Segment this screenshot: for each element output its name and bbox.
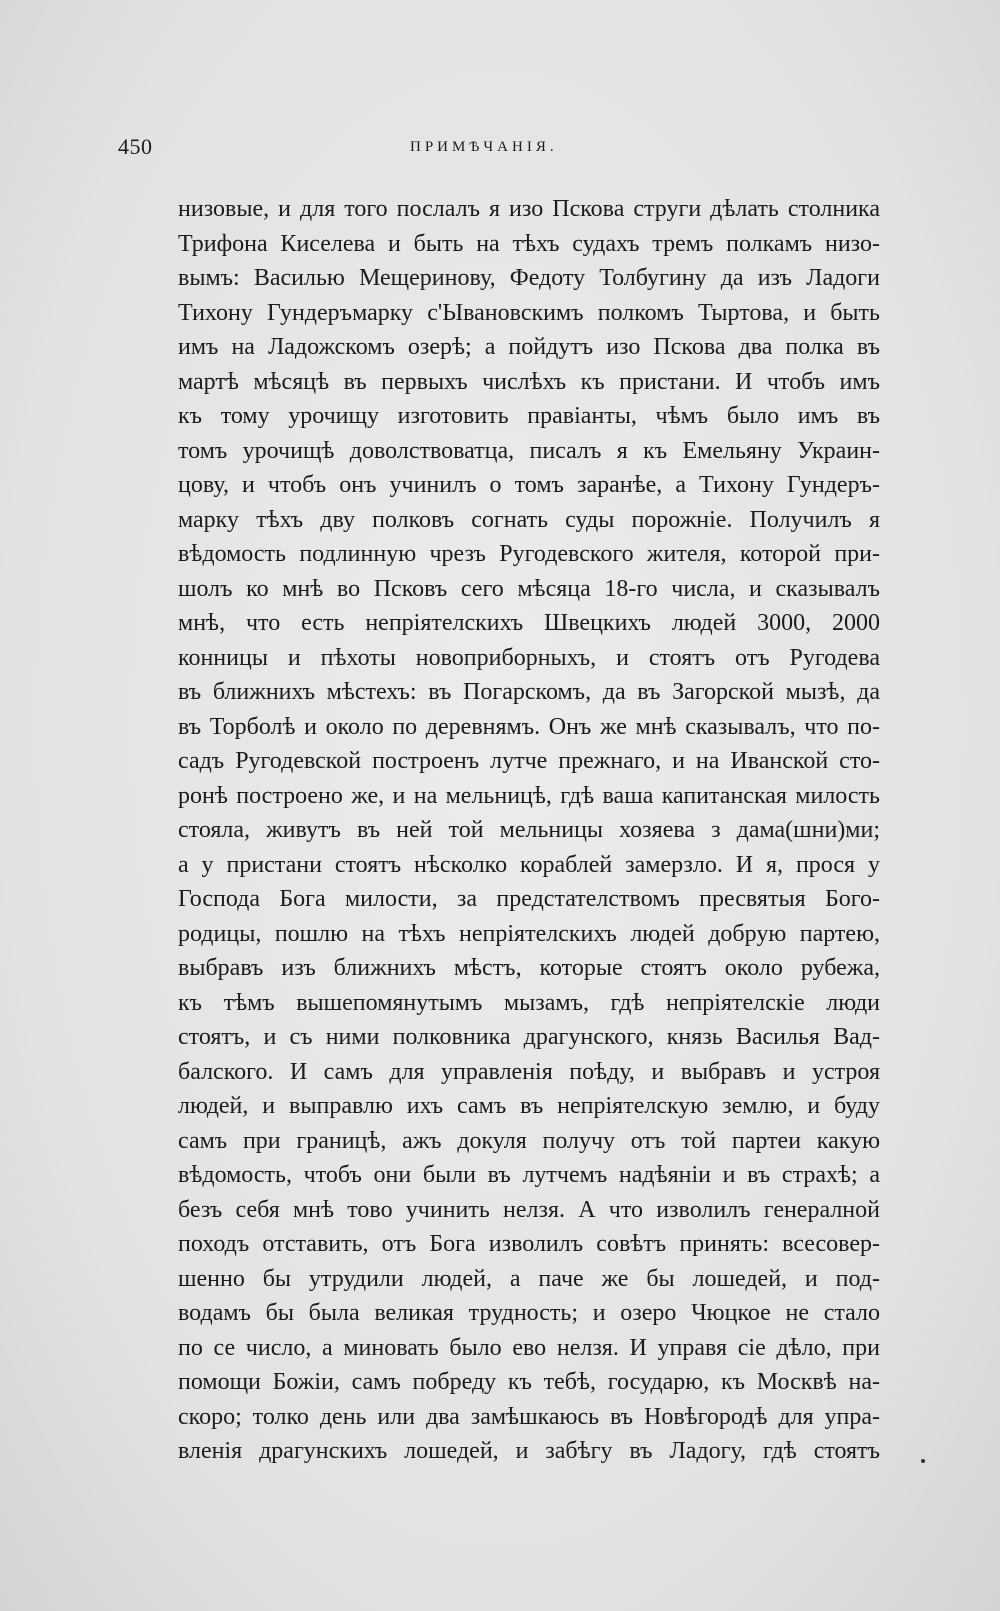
text-line: томъ урочищѣ доволствоватца, писалъ я къ Емельяну Украин- [178, 437, 880, 464]
text-line: низовые, и для того послалъ я изо Пскова струги дѣлать столника [178, 196, 880, 222]
text-line: садъ Ругодевской построенъ лутче прежнаго, и на Иванской сто- [178, 748, 880, 774]
text-line: родицы, пошлю на тѣхъ непріятелскихъ людей добрую партею, [178, 920, 880, 947]
text-line: стояла, живутъ въ ней той мельницы хозяева з дама(шни)ми; [178, 817, 880, 843]
text-line: Господа Бога милости, за предстателствомъ пресвятыя Бого- [178, 886, 880, 912]
text-line: въ Торболѣ и около по деревнямъ. Онъ же мнѣ сказывалъ, что по- [178, 713, 880, 740]
ink-speck [921, 1459, 925, 1463]
text-line: въ ближнихъ мѣстехъ: въ Погарскомъ, да въ Загорской мызѣ, да [178, 679, 880, 705]
text-line: ронѣ построено же, и на мельницѣ, гдѣ ваша капитанская милость [178, 782, 880, 809]
text-line: а у пристани стоятъ нѣсколко кораблей замерзло. И я, прося у [178, 851, 880, 878]
text-line: къ тому урочищу изготовить правіанты, чѣмъ было имъ въ [178, 403, 880, 429]
text-line: помощи Божіи, самъ побреду къ тебѣ, государю, къ Москвѣ на- [178, 1369, 880, 1395]
text-line: водамъ бы была великая трудность; и озеро Чюцкое не стало [178, 1300, 880, 1326]
text-line: вѣдомость, чтобъ они были въ лутчемъ надѣяніи и въ страхѣ; а [178, 1162, 880, 1188]
text-line: вѣдомость подлинную чрезъ Ругодевского жителя, которой при- [178, 541, 880, 567]
text-line: Тихону Гундеръмарку с'Ывановскимъ полкомъ Тыртова, и быть [178, 299, 880, 326]
text-line: къ тѣмъ вышепомянутымъ мызамъ, гдѣ непріятелскіе люди [178, 989, 880, 1016]
text-line: марку тѣхъ дву полковъ согнать суды порожніе. Получилъ я [178, 506, 880, 533]
text-line: мартѣ мѣсяцѣ въ первыхъ числѣхъ къ пристани. И чтобъ имъ [178, 368, 880, 395]
page-number: 450 [118, 134, 153, 159]
text-line: цову, и чтобъ онъ учинилъ о томъ заранѣе, а Тихону Гундеръ- [178, 472, 880, 498]
body-text [178, 192, 880, 1469]
text-line: Трифона Киселева и быть на тѣхъ судахъ тремъ полкамъ низо- [178, 230, 880, 257]
text-line: скоро; толко день или два замѣшкаюсь въ Новѣгородѣ для упра- [178, 1403, 880, 1430]
text-line: безъ себя мнѣ тово учинить нелзя. А что изволилъ генералной [178, 1196, 880, 1223]
text-line: вленія драгунскихъ лошедей, и забѣгу въ Ладогу, гдѣ стоятъ [178, 1438, 880, 1464]
text-line: шолъ ко мнѣ во Псковъ сего мѣсяца 18-го числа, и сказывалъ [178, 575, 880, 602]
text-line: вымъ: Василью Мещеринову, Федоту Толбугину да изъ Ладоги [178, 265, 880, 291]
text-line: балского. И самъ для управленія поѣду, и выбравъ и устроя [178, 1058, 880, 1085]
running-head: ПРИМѢЧАНІЯ. [410, 139, 558, 155]
text-line: походъ отставить, отъ Бога изволилъ совѣтъ принять: всесовер- [178, 1231, 880, 1257]
text-line: стоятъ, и съ ними полковника драгунского, князь Василья Вад- [178, 1024, 880, 1050]
text-line: выбравъ изъ ближнихъ мѣстъ, которые стоятъ около рубежа, [178, 955, 880, 981]
text-line: самъ при границѣ, ажъ докуля получу отъ той партеи какую [178, 1127, 880, 1154]
text-line: людей, и выправлю ихъ самъ въ непріятелскую землю, и буду [178, 1093, 880, 1119]
text-line: по се число, а миновать было ево нелзя. И управя сіе дѣло, при [178, 1334, 880, 1361]
text-line: имъ на Ладожскомъ озерѣ; а пойдутъ изо Пскова два полка въ [178, 334, 880, 360]
text-line: шенно бы утрудили людей, а паче же бы лошедей, и под- [178, 1265, 880, 1292]
text-line: конницы и пѣхоты новоприборныхъ, и стоятъ отъ Ругодева [178, 644, 880, 671]
text-line: мнѣ, что есть непріятелскихъ Швецкихъ людей 3000, 2000 [178, 610, 880, 636]
